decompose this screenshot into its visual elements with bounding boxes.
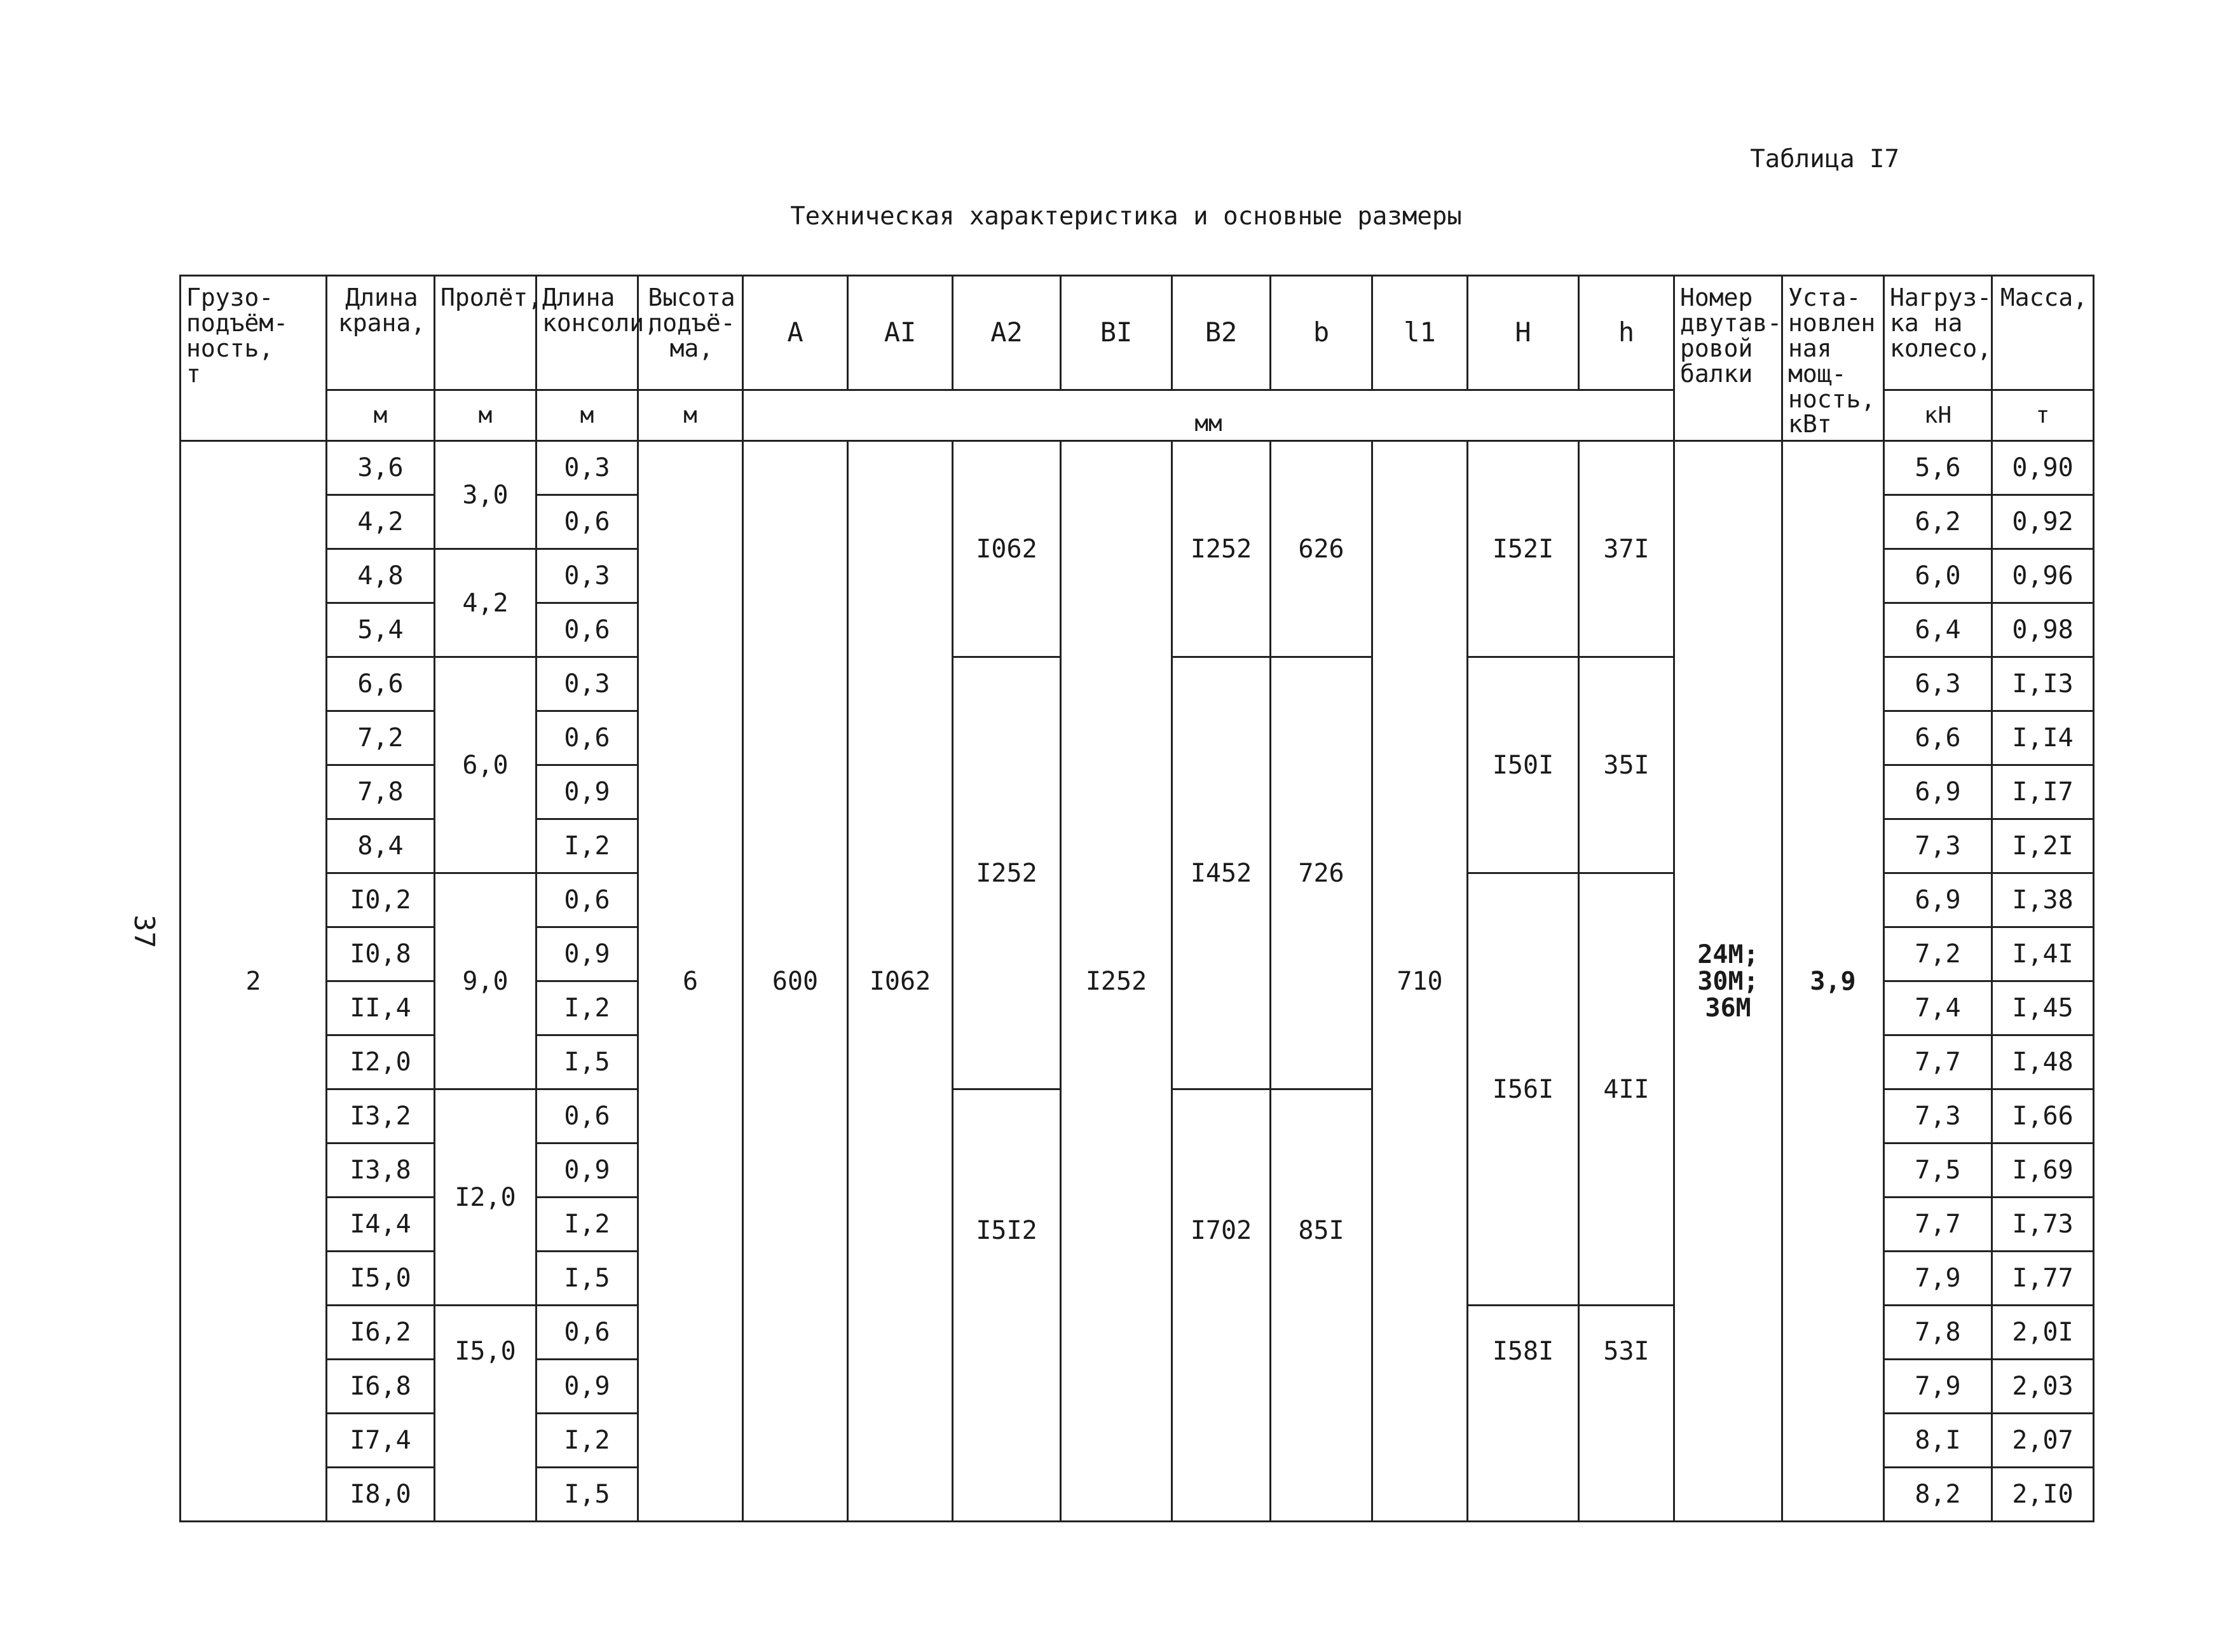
cell-span: I2,0 bbox=[435, 1089, 536, 1306]
cell-console: I,2 bbox=[536, 981, 638, 1035]
cell-b2: I702 bbox=[1172, 1089, 1271, 1522]
header-span bbox=[435, 276, 543, 390]
cell-wheel-load: 6,9 bbox=[1884, 765, 1992, 819]
cell-crane-length: I2,0 bbox=[327, 1035, 435, 1089]
cell-a2: I062 bbox=[953, 441, 1061, 657]
cell-wheel-load: 7,4 bbox=[1884, 981, 1992, 1035]
cell-wheel-load: 6,4 bbox=[1884, 603, 1992, 657]
header-capacity bbox=[181, 276, 327, 441]
cell-mass: I,38 bbox=[1992, 873, 2094, 927]
cell-mass: I,48 bbox=[1992, 1035, 2094, 1089]
cell-a2: I252 bbox=[953, 657, 1061, 1089]
cell-crane-length: I3,2 bbox=[327, 1089, 435, 1143]
header-crane-length bbox=[327, 276, 435, 390]
cell-console: 0,9 bbox=[536, 765, 638, 819]
cell-wheel-load: 7,2 bbox=[1884, 927, 1992, 981]
cell-console: I,2 bbox=[536, 819, 638, 873]
header-H: H bbox=[1468, 276, 1579, 390]
cell-h: 4II bbox=[1579, 873, 1674, 1306]
cell-b2: I252 bbox=[1172, 441, 1271, 657]
header-power bbox=[1782, 276, 1884, 441]
header-b1: BI bbox=[1061, 276, 1172, 390]
cell-mass: I,I3 bbox=[1992, 657, 2094, 711]
cell-wheel-load: 5,6 bbox=[1884, 441, 1992, 495]
cell-mass: I,4I bbox=[1992, 927, 2094, 981]
cell-console: 0,6 bbox=[536, 603, 638, 657]
cell-mass: I,45 bbox=[1992, 981, 2094, 1035]
cell-wheel-load: 8,I bbox=[1884, 1414, 1992, 1468]
cell-mass: 0,98 bbox=[1992, 603, 2094, 657]
unit-console: м bbox=[536, 390, 638, 441]
cell-wheel-load: 8,2 bbox=[1884, 1468, 1992, 1522]
header-lift-height bbox=[638, 276, 743, 390]
cell-H: I56I bbox=[1468, 873, 1579, 1306]
cell-console: 0,3 bbox=[536, 441, 638, 495]
cell-wheel-load: 7,9 bbox=[1884, 1360, 1992, 1414]
cell-H: I58I bbox=[1468, 1306, 1579, 1522]
cell-console: 0,6 bbox=[536, 873, 638, 927]
cell-console: I,2 bbox=[536, 1414, 638, 1468]
table-title: Техническая характеристика и основные размеры bbox=[790, 202, 1462, 231]
cell-console: 0,3 bbox=[536, 549, 638, 603]
cell-mass: I,2I bbox=[1992, 819, 2094, 873]
cell-crane-length: I6,2 bbox=[327, 1306, 435, 1360]
cell-mass: I,66 bbox=[1992, 1089, 2094, 1143]
unit-mass: т bbox=[1992, 390, 2094, 441]
spec-table bbox=[179, 275, 2094, 1522]
cell-a1: I062 bbox=[848, 441, 953, 1522]
cell-crane-length: II,4 bbox=[327, 981, 435, 1035]
header-console-text: Длина консоли, bbox=[542, 283, 659, 337]
cell-b2: I452 bbox=[1172, 657, 1271, 1089]
header-mass bbox=[1992, 276, 2094, 390]
header-l1: l1 bbox=[1372, 276, 1468, 390]
cell-crane-length: I5,0 bbox=[327, 1252, 435, 1306]
cell-H: I50I bbox=[1468, 657, 1579, 873]
cell-console: 0,6 bbox=[536, 495, 638, 549]
cell-a: 600 bbox=[743, 441, 848, 1522]
cell-console: 0,6 bbox=[536, 1306, 638, 1360]
table-number-label: Таблица I7 bbox=[1750, 145, 1899, 174]
cell-crane-length: 6,6 bbox=[327, 657, 435, 711]
cell-h: 37I bbox=[1579, 441, 1674, 657]
cell-mass: I,I7 bbox=[1992, 765, 2094, 819]
cell-a2: I5I2 bbox=[953, 1089, 1061, 1522]
cell-wheel-load: 7,7 bbox=[1884, 1035, 1992, 1089]
cell-wheel-load: 6,3 bbox=[1884, 657, 1992, 711]
cell-crane-length: 7,2 bbox=[327, 711, 435, 765]
header-beam bbox=[1674, 276, 1782, 441]
cell-crane-length: I0,2 bbox=[327, 873, 435, 927]
header-console bbox=[536, 276, 659, 390]
cell-crane-length: I6,8 bbox=[327, 1360, 435, 1414]
cell-wheel-load: 6,2 bbox=[1884, 495, 1992, 549]
cell-crane-length: 4,8 bbox=[327, 549, 435, 603]
cell-console: I,5 bbox=[536, 1252, 638, 1306]
cell-crane-length: I4,4 bbox=[327, 1198, 435, 1252]
header-h: h bbox=[1579, 276, 1674, 390]
cell-console: 0,9 bbox=[536, 927, 638, 981]
cell-mass: 2,03 bbox=[1992, 1360, 2094, 1414]
cell-wheel-load: 7,3 bbox=[1884, 1089, 1992, 1143]
cell-b1: I252 bbox=[1061, 441, 1172, 1522]
cell-h: 53I bbox=[1579, 1306, 1674, 1522]
header-a2: A2 bbox=[953, 276, 1061, 390]
cell-wheel-load: 6,6 bbox=[1884, 711, 1992, 765]
cell-mass: I,73 bbox=[1992, 1198, 2094, 1252]
cell-crane-length: 7,8 bbox=[327, 765, 435, 819]
cell-mass: 0,96 bbox=[1992, 549, 2094, 603]
header-a: A bbox=[743, 276, 848, 390]
unit-lift-height: м bbox=[638, 390, 743, 441]
cell-capacity: 2 bbox=[181, 441, 327, 1522]
cell-span: 3,0 bbox=[435, 441, 536, 549]
cell-b: 85I bbox=[1271, 1089, 1372, 1522]
cell-mass: 2,I0 bbox=[1992, 1468, 2094, 1522]
cell-wheel-load: 6,0 bbox=[1884, 549, 1992, 603]
cell-b: 626 bbox=[1271, 441, 1372, 657]
cell-crane-length: 3,6 bbox=[327, 441, 435, 495]
header-b2: B2 bbox=[1172, 276, 1271, 390]
cell-wheel-load: 7,7 bbox=[1884, 1198, 1992, 1252]
unit-mm: мм bbox=[743, 390, 1674, 441]
cell-console: 0,9 bbox=[536, 1143, 638, 1198]
cell-wheel-load: 6,9 bbox=[1884, 873, 1992, 927]
cell-span: I5,0 bbox=[435, 1306, 536, 1522]
cell-lift-height: 6 bbox=[638, 441, 743, 1522]
cell-wheel-load: 7,3 bbox=[1884, 819, 1992, 873]
header-power-text: Уста- новлен ная мощ- ность, кВт bbox=[1788, 283, 1876, 439]
cell-mass: 2,07 bbox=[1992, 1414, 2094, 1468]
cell-b: 726 bbox=[1271, 657, 1372, 1089]
cell-wheel-load: 7,8 bbox=[1884, 1306, 1992, 1360]
header-span-text: Пролёт, bbox=[441, 283, 543, 311]
header-a1: AI bbox=[848, 276, 953, 390]
cell-power: 3,9 bbox=[1782, 441, 1884, 1522]
cell-crane-length: 5,4 bbox=[327, 603, 435, 657]
cell-console: 0,9 bbox=[536, 1360, 638, 1414]
cell-h: 35I bbox=[1579, 657, 1674, 873]
cell-mass: I,77 bbox=[1992, 1252, 2094, 1306]
cell-wheel-load: 7,5 bbox=[1884, 1143, 1992, 1198]
cell-beam-text: 24М; 30М; 36М bbox=[1697, 939, 1759, 1023]
header-capacity-text: Грузо- подъём- ность, т bbox=[186, 283, 289, 388]
cell-crane-length: I0,8 bbox=[327, 927, 435, 981]
cell-span: 4,2 bbox=[435, 549, 536, 657]
header-beam-text: Номер двутав- ровой балки bbox=[1680, 283, 1782, 388]
cell-span: 6,0 bbox=[435, 657, 536, 873]
cell-crane-length: 4,2 bbox=[327, 495, 435, 549]
cell-console: 0,6 bbox=[536, 711, 638, 765]
cell-console: I,5 bbox=[536, 1035, 638, 1089]
cell-beam bbox=[1674, 441, 1782, 1522]
header-b: b bbox=[1271, 276, 1372, 390]
cell-span: 9,0 bbox=[435, 873, 536, 1089]
header-mass-text: Масса, bbox=[2000, 283, 2088, 311]
cell-console: 0,6 bbox=[536, 1089, 638, 1143]
header-lift-height-text: Высота подъё- ма, bbox=[648, 283, 735, 362]
unit-crane-length: м bbox=[327, 390, 435, 441]
cell-mass: 0,92 bbox=[1992, 495, 2094, 549]
cell-crane-length: I7,4 bbox=[327, 1414, 435, 1468]
cell-console: 0,3 bbox=[536, 657, 638, 711]
cell-crane-length: I8,0 bbox=[327, 1468, 435, 1522]
unit-wheel-load: кН bbox=[1884, 390, 1992, 441]
cell-mass: 0,90 bbox=[1992, 441, 2094, 495]
cell-crane-length: 8,4 bbox=[327, 819, 435, 873]
cell-mass: I,I4 bbox=[1992, 711, 2094, 765]
unit-span: м bbox=[435, 390, 536, 441]
cell-crane-length: I3,8 bbox=[327, 1143, 435, 1198]
cell-console: I,2 bbox=[536, 1198, 638, 1252]
cell-mass: 2,0I bbox=[1992, 1306, 2094, 1360]
cell-H: I52I bbox=[1468, 441, 1579, 657]
header-wheel-load-text: Нагруз- ка на колесо, bbox=[1890, 283, 1992, 362]
header-crane-length-text: Длина крана, bbox=[338, 283, 426, 337]
cell-console: I,5 bbox=[536, 1468, 638, 1522]
cell-mass: I,69 bbox=[1992, 1143, 2094, 1198]
cell-l1: 710 bbox=[1372, 441, 1468, 1522]
header-wheel-load bbox=[1884, 276, 1992, 390]
cell-wheel-load: 7,9 bbox=[1884, 1252, 1992, 1306]
page-number: 37 bbox=[127, 915, 160, 948]
